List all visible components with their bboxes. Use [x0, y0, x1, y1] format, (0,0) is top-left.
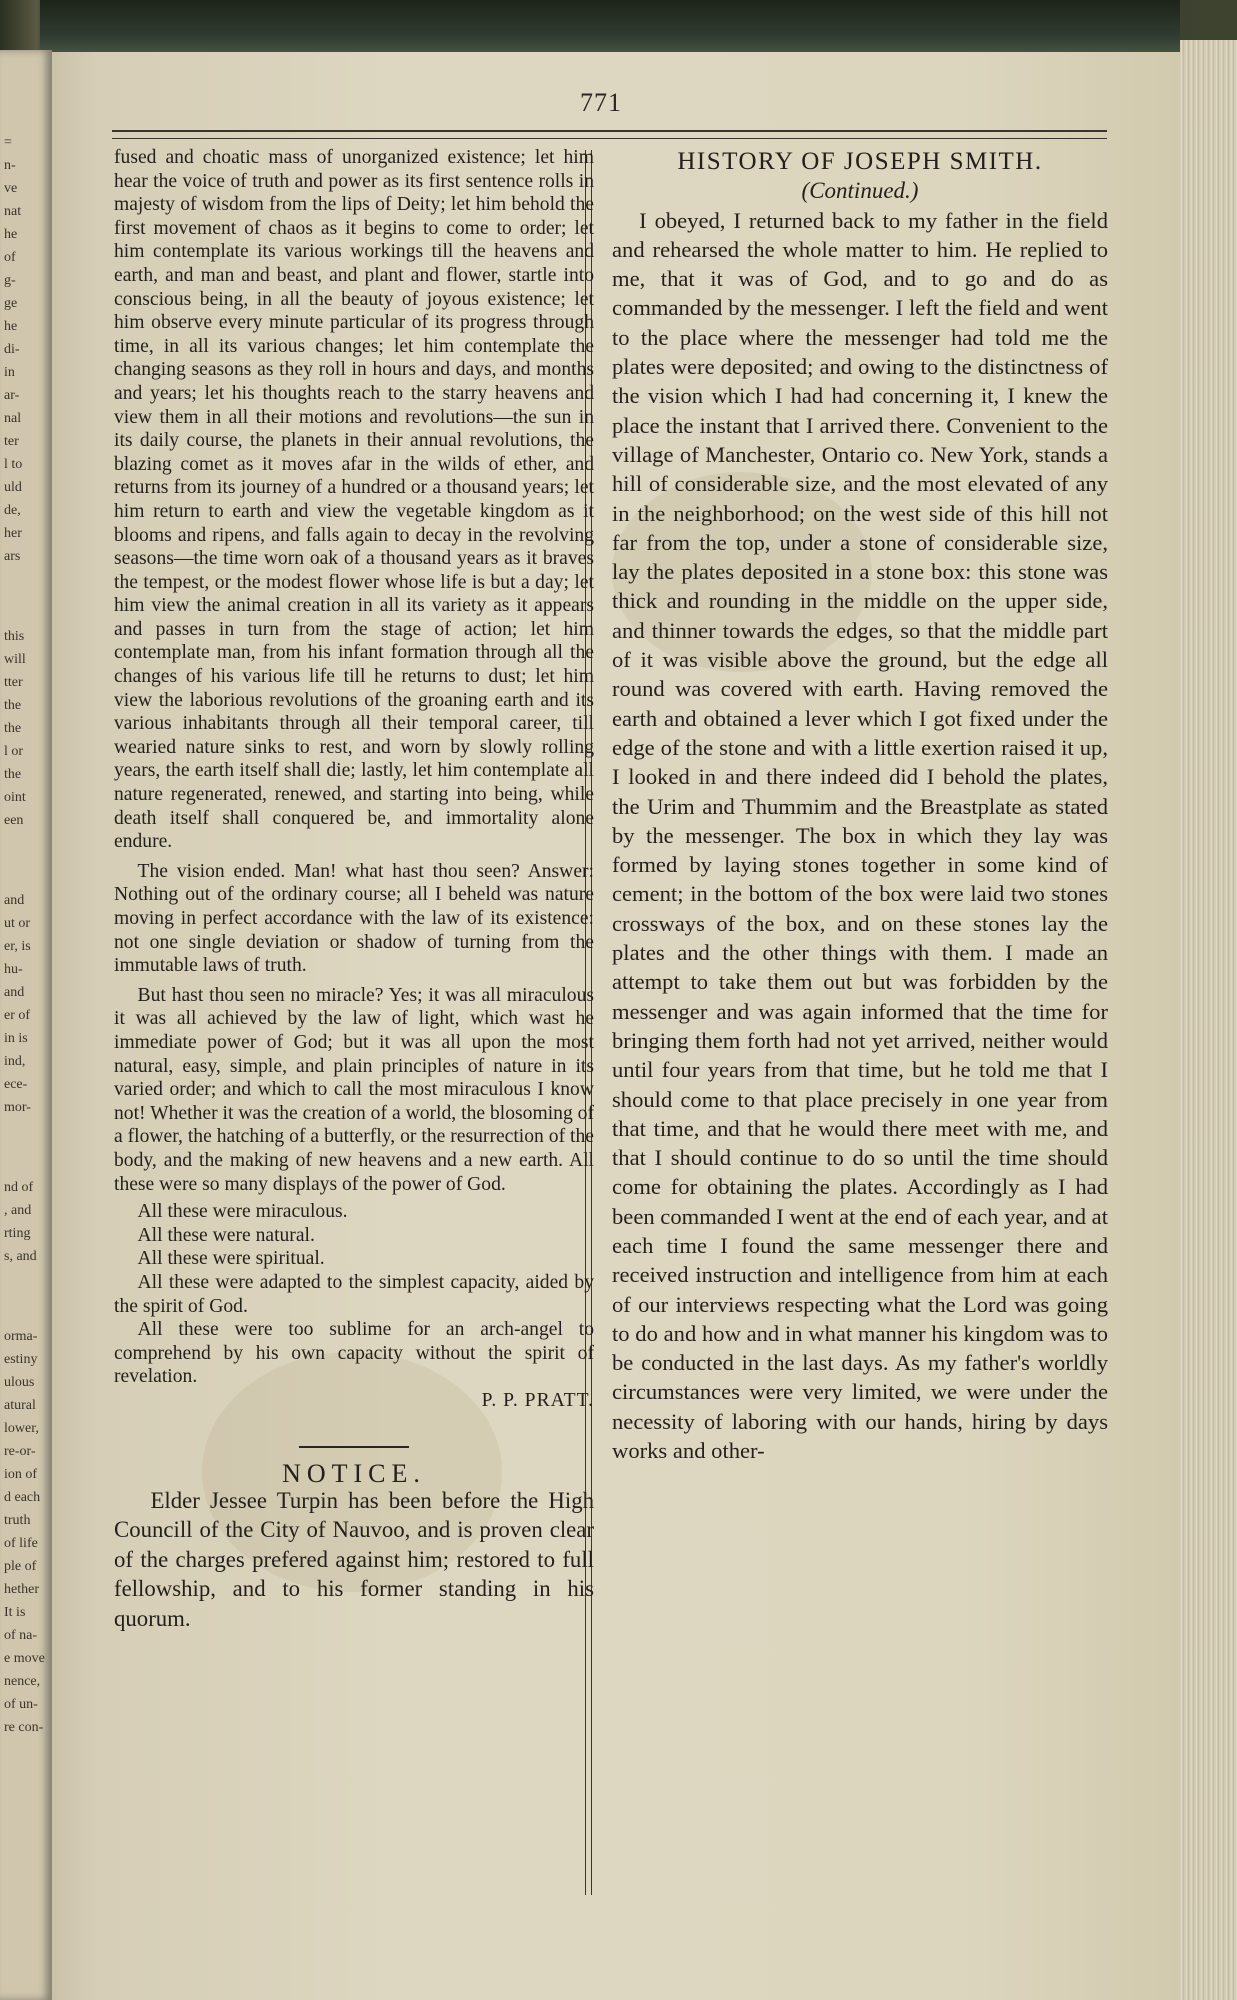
- previous-page-fragment: and: [4, 985, 25, 1000]
- article-subtitle: (Continued.): [801, 178, 919, 204]
- essay-paragraph: But hast thou seen no miracle? Yes; it was all miraculous it was all achieved by the law of light, which wast he immediate power of God; but it was all upon the most natural, easy, simple, and plain principles of nature in its varied order; and which to call the most miraculous I know not! Whether it was the creation of a world, the blosoming of a flower, the hatching of a butterfly, or the resurrection of the body, and the making of new heavens and a new earth. All these were so many displays of the power of God.: [114, 984, 594, 1195]
- previous-page-fragment: he: [4, 227, 18, 242]
- previous-page-fragment: hu-: [4, 962, 23, 977]
- signature-line: [114, 1389, 594, 1413]
- previous-page-fragment: atural: [4, 1398, 36, 1413]
- previous-page-fragment: in: [4, 365, 15, 380]
- previous-page-fragment: uld: [4, 480, 22, 495]
- previous-page-fragment: , and: [4, 1203, 32, 1218]
- previous-page-fragment: nal: [4, 411, 22, 426]
- previous-page-fragment: he: [4, 319, 18, 334]
- essay-paragraph: The vision ended. Man! what hast thou seen? Answer: Nothing out of the ordinary course; all I beheld was nature moving in perfect accordance with the law of its existence: not one single deviation or shadow of turning from the immutable laws of truth.: [114, 860, 594, 977]
- previous-page-fragment: d each: [4, 1490, 41, 1505]
- previous-page-fragment: ind,: [4, 1054, 26, 1069]
- previous-page-fragment: =: [4, 135, 12, 150]
- previous-page-fragment: will: [4, 652, 26, 667]
- previous-page-fragment: in is: [4, 1031, 28, 1046]
- previous-page-fragment: g-: [4, 273, 16, 288]
- previous-page-fragment: er of: [4, 1008, 31, 1023]
- essay-line: All these were adapted to the simplest capacity, aided by the spirit of God.: [114, 1271, 594, 1317]
- essay-line: All these were natural.: [137, 1224, 315, 1246]
- previous-page-fragment: e move: [4, 1651, 45, 1666]
- page-number: 771: [580, 88, 622, 117]
- essay-paragraph: fused and choatic mass of unorganized existence; let him hear the voice of truth and power as its first sentence rolls in majesty of wisdom from the lips of Deity; let him behold the first movement of chaos as it begins to come to order; let him contemplate its various workings till the heavens and earth, and man and beast, and plant and flower, startle into conscious being, in all the beauty of joyous existence; let him observe every minute particular of its progress through time, in all its various changes; let him contemplate the changing seasons as they roll in hours and days, and months and years; let his thoughts reach to the starry heavens and view them in all their motions and revolutions—the sun in its daily course, the planets in their annual revolutions, the blazing comet as it moves afar in the wilds of ether, and returns from its journey of a hundred or a thousand years; let him return to earth and view the vegetable kingdom as it blooms and ripens, and falls again to decay in the revolving seasons—the time worn oak of a thousand years as it braves the tempest, or the modest flower whose life is but a day; let him view the animal creation in all its variety as it appears and passes in turn from the stage of action; let him contemplate man, from his infant formation through all the changes of his various life till he returns to dust; let him view the laborious revolutions of the groaning earth and its various inhabitants through all their temporal career, till wearied nature sinks to rest, and worn by slowly rolling years, the earth itself shall die; lastly, let him contemplate all nature regenerated, renewed, and starting into being, while death itself shall conquered be, and immortality alone endure.: [114, 147, 594, 853]
- previous-page-fragment: ut or: [4, 916, 31, 931]
- previous-page-fragment: l to: [4, 457, 23, 472]
- previous-page-fragment: ars: [4, 549, 21, 564]
- right-column: [612, 147, 1108, 1465]
- essay-line: All these were too sublime for an arch-angel to comprehend by his own capacity without the spirit of revelation.: [114, 1319, 594, 1388]
- previous-page-fragment: of na-: [4, 1628, 38, 1643]
- header-rule: [112, 130, 1107, 139]
- previous-page-fragment: of: [4, 250, 16, 265]
- previous-page-fragment: ece-: [4, 1077, 28, 1092]
- previous-page-fragment: the: [4, 721, 22, 736]
- previous-page-fragment: de,: [4, 503, 21, 518]
- previous-page-fragment: It is: [4, 1605, 26, 1620]
- previous-page-fragment: estiny: [4, 1352, 38, 1367]
- previous-page-fragment: tter: [4, 675, 23, 690]
- notice-title: NOTICE.: [282, 1459, 426, 1489]
- previous-page-fragment: of life: [4, 1536, 38, 1551]
- previous-page-fragment: her: [4, 526, 22, 541]
- page-stack-edge: [1180, 40, 1237, 2000]
- previous-page-fragment: s, and: [4, 1249, 37, 1264]
- previous-page-fragment: of un-: [4, 1697, 38, 1712]
- previous-page-fragment: re-or-: [4, 1444, 36, 1459]
- previous-page-fragment: ve: [4, 181, 18, 196]
- article-body: I obeyed, I returned back to my father in the field and rehearsed the whole matter to him. He replied to me, that it was of God, and to go and do as commanded by the messenger. I left the field and went to the place where the messenger had told me the plates were deposited; and owing to the distinctness of the vision which I had had concerning it, I knew the place the instant that I arrived there. Convenient to the village of Manchester, Ontario co. New York, stands a hill of considerable size, and the most elevated of any in the neighborhood; on the west side of this hill not far from the top, under a stone of considerable size, lay the plates deposited in a stone box: this stone was thick and rounding in the middle on the upper side, and thinner towards the edges, so that the middle part of it was visible above the ground, but the edge all round was covered with earth. Having removed the earth and obtained a lever which I got fixed under the edge of the stone and with a little exertion raised it up, I looked in and there indeed did I behold the plates, the Urim and Thummim and the Breastplate as stated by the messenger. The box in which they lay was formed by laying stones together in some kind of cement; in the bottom of the box were laid two stones crossways of the box, and on these stones lay the plates and the other things with them. I made an attempt to take them out but was forbidden by the messenger and was again informed that the time for bringing them forth had not yet arrived, neither would until four years from that time, but he told me that I should come to that place precisely in one year from that time, and that he would there meet with me, and that I should continue to do so until the time should come for obtaining the plates. Accordingly as I had been commanded I went at the end of each year, and at each time I found the same messenger there and received instruction and intelligence from him at each of our interviews respecting what the Lord was going to do and how and in what manner his kingdom was to be conducted in the last days. As my father's worldly circumstances were very limited, we were under the necessity of laboring with our hands, hiring by days works and other-: [612, 207, 1108, 1464]
- previous-page-fragment: rting: [4, 1226, 31, 1241]
- previous-page-fragment: een: [4, 813, 24, 828]
- left-column: [114, 146, 594, 1633]
- previous-page-fragment: di-: [4, 342, 20, 357]
- previous-page-fragment: and: [4, 893, 25, 908]
- previous-page-fragment: ple of: [4, 1559, 37, 1574]
- previous-page-fragment: n-: [4, 158, 16, 173]
- previous-page-edge: [0, 50, 52, 2000]
- notice-body: Elder Jessee Turpin has been before the High Councill of the City of Nauvoo, and is proven clear of the charges prefered against him; restored to full fellowship, and to his former standing in his quorum.: [114, 1488, 594, 1631]
- section-rule: [299, 1446, 409, 1448]
- previous-page-fragment: mor-: [4, 1100, 31, 1115]
- essay-line: All these were miraculous.: [137, 1201, 348, 1223]
- previous-page-fragment: oint: [4, 790, 26, 805]
- previous-page-fragment: nence,: [4, 1674, 41, 1689]
- previous-page-fragment: l or: [4, 744, 24, 759]
- author-signature: P. P. PRATT.: [481, 1389, 594, 1411]
- book-binding: [40, 0, 1180, 58]
- previous-page-fragment: ulous: [4, 1375, 35, 1390]
- previous-page-fragment: ar-: [4, 388, 20, 403]
- previous-page-fragment: er, is: [4, 939, 31, 954]
- previous-page-fragment: lower,: [4, 1421, 39, 1436]
- previous-page-fragment: nat: [4, 204, 22, 219]
- previous-page-fragment: ter: [4, 434, 19, 449]
- previous-page-fragment: ge: [4, 296, 18, 311]
- previous-page-fragment: the: [4, 698, 22, 713]
- previous-page-fragment: re con-: [4, 1720, 44, 1735]
- essay-line: All these were spiritual.: [137, 1248, 325, 1270]
- previous-page-fragment: nd of: [4, 1180, 34, 1195]
- previous-page-fragment: hether: [4, 1582, 39, 1597]
- previous-page-fragment: this: [4, 629, 25, 644]
- previous-page-fragment: truth: [4, 1513, 31, 1528]
- previous-page-fragment: ion of: [4, 1467, 38, 1482]
- article-title: HISTORY OF JOSEPH SMITH.: [677, 148, 1043, 175]
- previous-page-fragment: the: [4, 767, 22, 782]
- previous-page-fragment: orma-: [4, 1329, 38, 1344]
